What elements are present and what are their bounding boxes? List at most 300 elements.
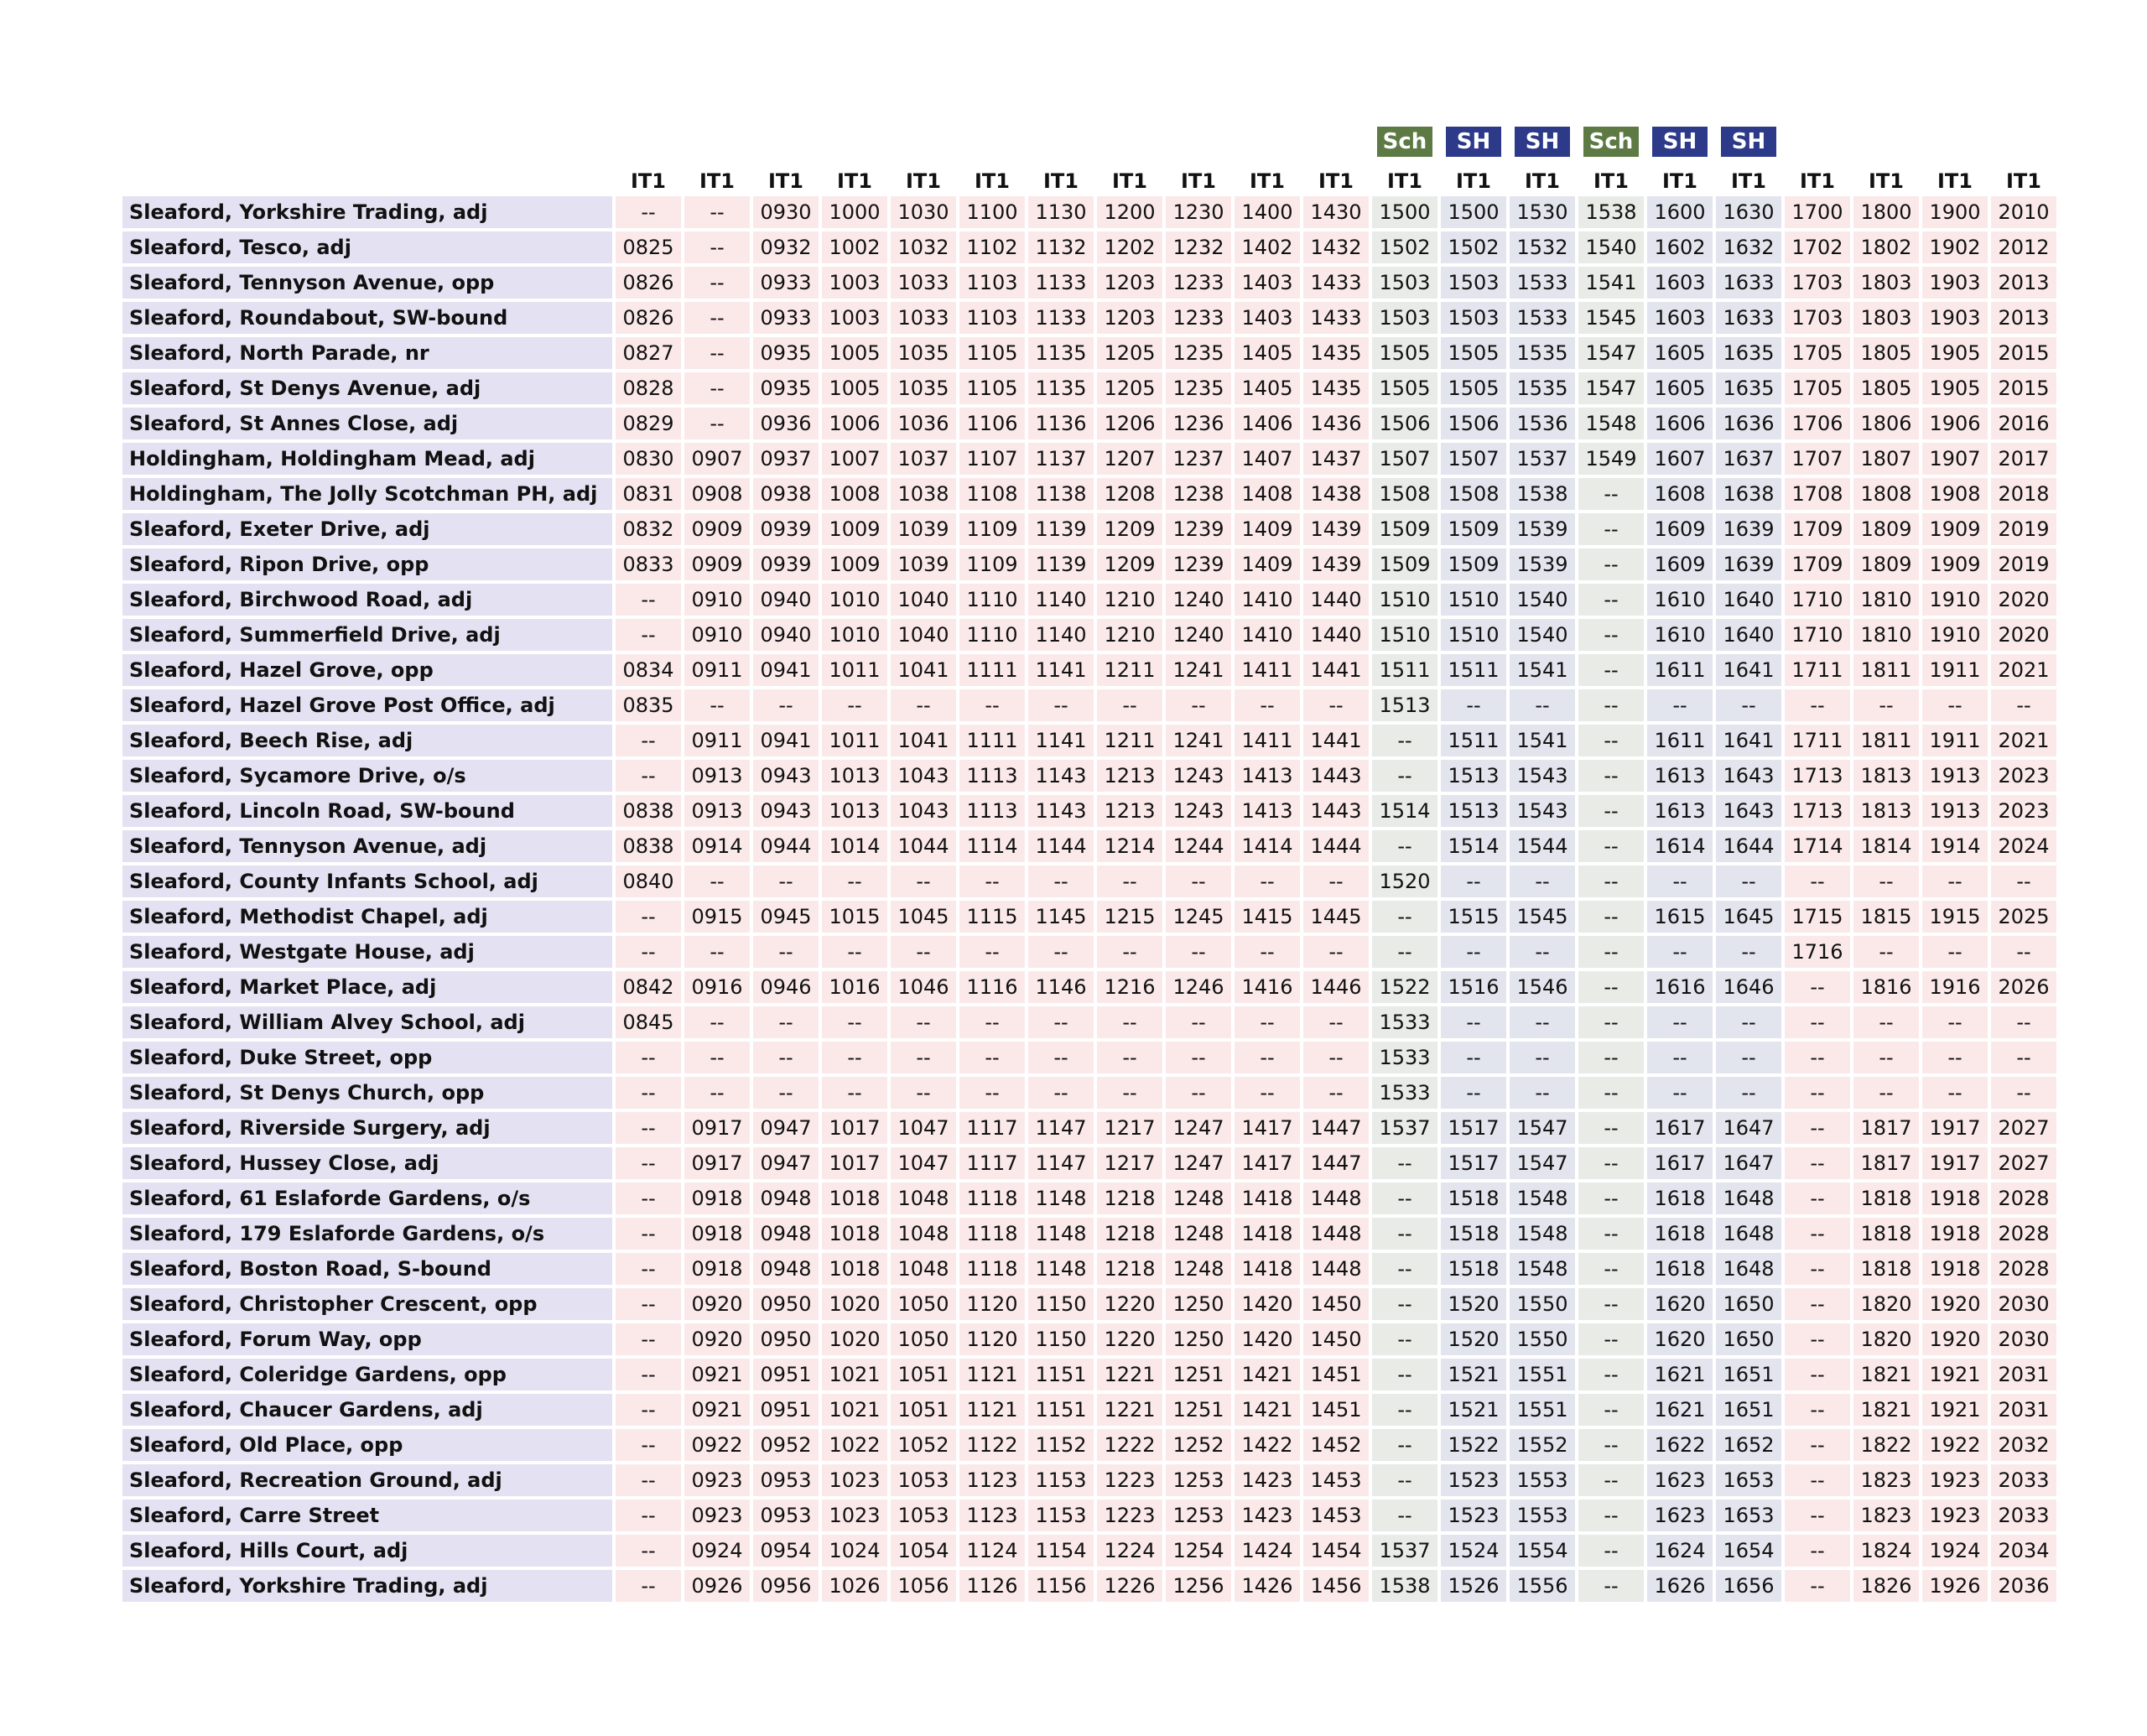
time-cell: 1546 — [1510, 971, 1575, 1003]
time-cell: 1503 — [1441, 302, 1506, 334]
time-cell: 1922 — [1922, 1429, 1988, 1461]
time-cell: 1218 — [1097, 1253, 1162, 1285]
time-cell: 1040 — [891, 619, 956, 651]
time-cell: 0953 — [753, 1500, 819, 1531]
table-row — [122, 1077, 2056, 1109]
time-cell: -- — [1578, 971, 1644, 1003]
time-cell: 1909 — [1922, 513, 1988, 545]
time-cell: 1105 — [959, 337, 1025, 369]
time-cell: 1547 — [1510, 1147, 1575, 1179]
table-row — [122, 372, 2056, 404]
time-cell: -- — [616, 725, 681, 756]
time-cell: 0827 — [616, 337, 681, 369]
time-cell: 1411 — [1235, 654, 1300, 686]
time-cell: 1520 — [1441, 1323, 1506, 1355]
time-cell: 1709 — [1785, 513, 1850, 545]
time-cell: 0936 — [753, 408, 819, 439]
stop-name: Sleaford, Recreation Ground, adj — [122, 1464, 612, 1496]
time-cell: 1518 — [1441, 1182, 1506, 1214]
time-cell: 1813 — [1853, 760, 1919, 792]
time-cell: 1448 — [1303, 1182, 1369, 1214]
time-cell: 1121 — [959, 1394, 1025, 1426]
time-cell: -- — [1097, 936, 1162, 968]
time-cell: -- — [1441, 689, 1506, 721]
time-cell: -- — [616, 1429, 681, 1461]
time-cell: 1820 — [1853, 1288, 1919, 1320]
time-cell: 1148 — [1028, 1182, 1094, 1214]
time-cell: 1903 — [1922, 302, 1988, 334]
operator-code: IT1 — [768, 169, 803, 193]
time-cell: 1205 — [1097, 372, 1162, 404]
time-cell: 1647 — [1716, 1112, 1781, 1144]
time-cell: 1023 — [822, 1464, 887, 1496]
time-cell: 1508 — [1372, 478, 1437, 510]
time-cell: 1817 — [1853, 1112, 1919, 1144]
time-cell: 1630 — [1716, 196, 1781, 228]
time-cell: -- — [1716, 1006, 1781, 1038]
sh-badge: SH — [1652, 127, 1708, 157]
time-cell: -- — [959, 936, 1025, 968]
time-cell: -- — [1441, 1077, 1506, 1109]
time-cell: 1810 — [1853, 619, 1919, 651]
time-cell: 1511 — [1372, 654, 1437, 686]
time-cell: 0830 — [616, 443, 681, 475]
time-cell: -- — [1510, 1077, 1575, 1109]
time-cell: 1011 — [822, 654, 887, 686]
time-cell: 1556 — [1510, 1570, 1575, 1602]
time-cell: 1447 — [1303, 1112, 1369, 1144]
time-cell: 1609 — [1647, 513, 1713, 545]
time-cell: 1620 — [1647, 1323, 1713, 1355]
time-cell: -- — [1097, 1006, 1162, 1038]
time-cell: 1137 — [1028, 443, 1094, 475]
time-cell: 1141 — [1028, 654, 1094, 686]
time-cell: -- — [822, 1006, 887, 1038]
time-cell: -- — [1166, 689, 1231, 721]
badge-cell — [1853, 126, 1919, 158]
time-cell: 2028 — [1991, 1182, 2056, 1214]
time-cell: 1909 — [1922, 548, 1988, 580]
time-cell: 1110 — [959, 584, 1025, 616]
time-cell: -- — [1372, 1218, 1437, 1250]
time-cell: 1248 — [1166, 1182, 1231, 1214]
time-cell: -- — [1578, 1182, 1644, 1214]
time-cell: -- — [1785, 1042, 1850, 1073]
table-row — [122, 443, 2056, 475]
table-row — [122, 971, 2056, 1003]
time-cell: 1600 — [1647, 196, 1713, 228]
operator-code: IT1 — [1525, 169, 1560, 193]
time-cell: 0918 — [684, 1253, 750, 1285]
time-cell: 1543 — [1510, 795, 1575, 827]
time-cell: -- — [753, 1042, 819, 1073]
time-cell: 1653 — [1716, 1500, 1781, 1531]
time-cell: -- — [1716, 865, 1781, 897]
time-cell: -- — [616, 1535, 681, 1567]
timetable — [119, 122, 2060, 1605]
time-cell: 0838 — [616, 830, 681, 862]
time-cell: -- — [1578, 1570, 1644, 1602]
badge-cell — [616, 126, 681, 158]
time-cell: 0842 — [616, 971, 681, 1003]
time-cell: 1514 — [1372, 795, 1437, 827]
time-cell: 1541 — [1510, 654, 1575, 686]
time-cell: 1210 — [1097, 584, 1162, 616]
time-cell: 1018 — [822, 1253, 887, 1285]
time-cell: 0831 — [616, 478, 681, 510]
time-cell: 1814 — [1853, 830, 1919, 862]
time-cell: 2026 — [1991, 971, 2056, 1003]
time-cell: 1900 — [1922, 196, 1988, 228]
time-cell: 1638 — [1716, 478, 1781, 510]
time-cell: 1605 — [1647, 337, 1713, 369]
time-cell: -- — [1578, 936, 1644, 968]
time-cell: 1039 — [891, 548, 956, 580]
time-cell: -- — [822, 689, 887, 721]
badge-cell — [1647, 126, 1713, 158]
time-cell: 1003 — [822, 302, 887, 334]
time-cell: 2034 — [1991, 1535, 2056, 1567]
time-cell: 0930 — [753, 196, 819, 228]
time-cell: 1451 — [1303, 1394, 1369, 1426]
time-cell: 1708 — [1785, 478, 1850, 510]
time-cell: 1107 — [959, 443, 1025, 475]
time-cell: -- — [822, 865, 887, 897]
operator-code: IT1 — [1869, 169, 1904, 193]
time-cell: 1509 — [1372, 513, 1437, 545]
badge-cell — [1922, 126, 1988, 158]
time-cell: 1454 — [1303, 1535, 1369, 1567]
time-cell: 1052 — [891, 1429, 956, 1461]
stop-name: Sleaford, Methodist Chapel, adj — [122, 901, 612, 933]
time-cell: 1218 — [1097, 1218, 1162, 1250]
time-cell: 1650 — [1716, 1323, 1781, 1355]
table-row — [122, 1500, 2056, 1531]
time-cell: -- — [1853, 1042, 1919, 1073]
time-cell: 1013 — [822, 760, 887, 792]
time-cell: -- — [1785, 1535, 1850, 1567]
time-cell: 1518 — [1441, 1253, 1506, 1285]
time-cell: 1641 — [1716, 725, 1781, 756]
time-cell: -- — [684, 267, 750, 299]
time-cell: 1248 — [1166, 1218, 1231, 1250]
time-cell: 1538 — [1510, 478, 1575, 510]
time-cell: -- — [1578, 725, 1644, 756]
time-cell: 0910 — [684, 619, 750, 651]
time-cell: -- — [1785, 1253, 1850, 1285]
time-cell: -- — [1991, 1042, 2056, 1073]
operator-code: IT1 — [1387, 169, 1422, 193]
time-cell: 1136 — [1028, 408, 1094, 439]
time-cell: -- — [1853, 1006, 1919, 1038]
time-cell: -- — [1578, 619, 1644, 651]
time-cell: 2036 — [1991, 1570, 2056, 1602]
time-cell: -- — [959, 1042, 1025, 1073]
time-cell: 1252 — [1166, 1429, 1231, 1461]
time-cell: 1902 — [1922, 231, 1988, 263]
time-cell: 1410 — [1235, 584, 1300, 616]
time-cell: 1041 — [891, 654, 956, 686]
time-cell: 2018 — [1991, 478, 2056, 510]
time-cell: -- — [616, 196, 681, 228]
time-cell: 1907 — [1922, 443, 1988, 475]
time-cell: -- — [1922, 936, 1988, 968]
time-cell: 1043 — [891, 760, 956, 792]
time-cell: -- — [1922, 865, 1988, 897]
time-cell: -- — [616, 1570, 681, 1602]
time-cell: 1710 — [1785, 619, 1850, 651]
time-cell: 1446 — [1303, 971, 1369, 1003]
time-cell: 1033 — [891, 267, 956, 299]
time-cell: 1203 — [1097, 267, 1162, 299]
time-cell: 1624 — [1647, 1535, 1713, 1567]
time-cell: 1054 — [891, 1535, 956, 1567]
time-cell: 1011 — [822, 725, 887, 756]
table-row — [122, 795, 2056, 827]
time-cell: 1014 — [822, 830, 887, 862]
time-cell: -- — [1647, 1077, 1713, 1109]
time-cell: 1415 — [1235, 901, 1300, 933]
time-cell: -- — [616, 1112, 681, 1144]
time-cell: 1705 — [1785, 372, 1850, 404]
time-cell: 1153 — [1028, 1500, 1094, 1531]
time-cell: 1500 — [1372, 196, 1437, 228]
time-cell: 1920 — [1922, 1288, 1988, 1320]
time-cell: 2013 — [1991, 267, 2056, 299]
time-cell: 1823 — [1853, 1464, 1919, 1496]
time-cell: 1239 — [1166, 548, 1231, 580]
time-cell: 0940 — [753, 584, 819, 616]
time-cell: -- — [684, 936, 750, 968]
time-cell: -- — [1372, 725, 1437, 756]
time-cell: -- — [1510, 689, 1575, 721]
time-cell: 1250 — [1166, 1323, 1231, 1355]
operator-code: IT1 — [1181, 169, 1216, 193]
time-cell: 1418 — [1235, 1253, 1300, 1285]
stop-name: Sleaford, Chaucer Gardens, adj — [122, 1394, 612, 1426]
time-cell: 1047 — [891, 1112, 956, 1144]
time-cell: -- — [1578, 689, 1644, 721]
operator-code: IT1 — [1456, 169, 1491, 193]
time-cell: 1613 — [1647, 795, 1713, 827]
time-cell: 1603 — [1647, 302, 1713, 334]
time-cell: 1048 — [891, 1253, 956, 1285]
operator-code: IT1 — [1593, 169, 1629, 193]
time-cell: -- — [616, 1394, 681, 1426]
time-cell: -- — [616, 1218, 681, 1250]
time-cell: 1422 — [1235, 1429, 1300, 1461]
time-cell: 1254 — [1166, 1535, 1231, 1567]
time-cell: 1533 — [1372, 1042, 1437, 1073]
time-cell: 1010 — [822, 584, 887, 616]
time-cell: 1138 — [1028, 478, 1094, 510]
time-cell: -- — [616, 1077, 681, 1109]
time-cell: 1523 — [1441, 1464, 1506, 1496]
time-cell: 1536 — [1510, 408, 1575, 439]
time-cell: 1923 — [1922, 1500, 1988, 1531]
time-cell: 0829 — [616, 408, 681, 439]
time-cell: -- — [1303, 1042, 1369, 1073]
time-cell: 1549 — [1578, 443, 1644, 475]
time-cell: 1554 — [1510, 1535, 1575, 1567]
time-cell: 2023 — [1991, 795, 2056, 827]
stop-name: Sleaford, Tennyson Avenue, adj — [122, 830, 612, 862]
badge-cell — [684, 126, 750, 158]
time-cell: -- — [1578, 478, 1644, 510]
time-cell: 1035 — [891, 337, 956, 369]
time-cell: 1505 — [1372, 372, 1437, 404]
time-cell: 1703 — [1785, 302, 1850, 334]
badge-cell — [1716, 126, 1781, 158]
time-cell: 1509 — [1372, 548, 1437, 580]
time-cell: 1139 — [1028, 513, 1094, 545]
time-cell: 1921 — [1922, 1394, 1988, 1426]
time-cell: 1220 — [1097, 1323, 1162, 1355]
time-cell: -- — [1028, 936, 1094, 968]
time-cell: 1200 — [1097, 196, 1162, 228]
time-cell: 1710 — [1785, 584, 1850, 616]
time-cell: -- — [1372, 936, 1437, 968]
table-row — [122, 1464, 2056, 1496]
time-cell: 1124 — [959, 1535, 1025, 1567]
time-cell: -- — [1785, 1147, 1850, 1179]
time-cell: 1547 — [1510, 1112, 1575, 1144]
table-row — [122, 619, 2056, 651]
time-cell: 1803 — [1853, 302, 1919, 334]
time-cell: -- — [753, 865, 819, 897]
time-cell: 1821 — [1853, 1359, 1919, 1390]
time-cell: 1651 — [1716, 1394, 1781, 1426]
time-cell: 1217 — [1097, 1147, 1162, 1179]
time-cell: 1123 — [959, 1500, 1025, 1531]
time-cell: 1807 — [1853, 443, 1919, 475]
time-cell: 1553 — [1510, 1500, 1575, 1531]
badge-row — [122, 126, 2056, 158]
time-cell: -- — [684, 196, 750, 228]
time-cell: 1641 — [1716, 654, 1781, 686]
time-cell: 0948 — [753, 1253, 819, 1285]
time-cell: 2033 — [1991, 1464, 2056, 1496]
time-cell: -- — [1235, 865, 1300, 897]
time-cell: 1906 — [1922, 408, 1988, 439]
time-cell: 0922 — [684, 1429, 750, 1461]
time-cell: 1633 — [1716, 267, 1781, 299]
time-cell: 0950 — [753, 1323, 819, 1355]
time-cell: 1524 — [1441, 1535, 1506, 1567]
table-row — [122, 1288, 2056, 1320]
time-cell: 2031 — [1991, 1394, 2056, 1426]
time-cell: -- — [1991, 865, 2056, 897]
stop-name: Sleaford, 179 Eslaforde Gardens, o/s — [122, 1218, 612, 1250]
time-cell: -- — [1647, 865, 1713, 897]
time-cell: 1232 — [1166, 231, 1231, 263]
time-cell: 1502 — [1372, 231, 1437, 263]
time-cell: 1223 — [1097, 1464, 1162, 1496]
time-cell: 1216 — [1097, 971, 1162, 1003]
time-cell: 1044 — [891, 830, 956, 862]
time-cell: 1545 — [1510, 901, 1575, 933]
time-cell: -- — [1922, 689, 1988, 721]
time-cell: 2020 — [1991, 584, 2056, 616]
time-cell: -- — [1578, 1218, 1644, 1250]
time-cell: 1623 — [1647, 1464, 1713, 1496]
time-cell: 2017 — [1991, 443, 2056, 475]
time-cell: 1430 — [1303, 196, 1369, 228]
time-cell: 1147 — [1028, 1112, 1094, 1144]
badge-cell — [1303, 126, 1369, 158]
time-cell: 1521 — [1441, 1394, 1506, 1426]
time-cell: 0935 — [753, 337, 819, 369]
time-cell: 1150 — [1028, 1323, 1094, 1355]
time-cell: 1620 — [1647, 1288, 1713, 1320]
time-cell: 1024 — [822, 1535, 887, 1567]
time-cell: 2031 — [1991, 1359, 2056, 1390]
time-cell: 1033 — [891, 302, 956, 334]
time-cell: 2032 — [1991, 1429, 2056, 1461]
sh-badge: SH — [1721, 127, 1776, 157]
time-cell: -- — [684, 1042, 750, 1073]
time-cell: 1103 — [959, 267, 1025, 299]
time-cell: 1103 — [959, 302, 1025, 334]
time-cell: 2025 — [1991, 901, 2056, 933]
time-cell: 1002 — [822, 231, 887, 263]
time-cell: 1437 — [1303, 443, 1369, 475]
time-cell: 1517 — [1441, 1112, 1506, 1144]
time-cell: -- — [1853, 936, 1919, 968]
time-cell: 1505 — [1441, 372, 1506, 404]
time-cell: -- — [1785, 1570, 1850, 1602]
time-cell: 1651 — [1716, 1359, 1781, 1390]
sh-badge: SH — [1515, 127, 1570, 157]
time-cell: -- — [959, 1077, 1025, 1109]
time-cell: 1921 — [1922, 1359, 1988, 1390]
time-cell: 1808 — [1853, 478, 1919, 510]
time-cell: 1020 — [822, 1288, 887, 1320]
time-cell: -- — [1922, 1077, 1988, 1109]
time-cell: 1533 — [1510, 302, 1575, 334]
time-cell: 1617 — [1647, 1112, 1713, 1144]
stop-name: Sleaford, Duke Street, opp — [122, 1042, 612, 1073]
time-cell: 1706 — [1785, 408, 1850, 439]
operator-code: IT1 — [1937, 169, 1973, 193]
time-cell: 0838 — [616, 795, 681, 827]
time-cell: 1421 — [1235, 1359, 1300, 1390]
time-cell: 1207 — [1097, 443, 1162, 475]
time-cell: 0918 — [684, 1182, 750, 1214]
time-cell: 1226 — [1097, 1570, 1162, 1602]
time-cell: 2019 — [1991, 513, 2056, 545]
time-cell: 1541 — [1510, 725, 1575, 756]
time-cell: 1154 — [1028, 1535, 1094, 1567]
time-cell: 1643 — [1716, 760, 1781, 792]
time-cell: -- — [1441, 1042, 1506, 1073]
time-cell: -- — [1785, 1394, 1850, 1426]
stop-name: Sleaford, Forum Way, opp — [122, 1323, 612, 1355]
time-cell: 1253 — [1166, 1464, 1231, 1496]
time-cell: 1005 — [822, 337, 887, 369]
time-cell: 2015 — [1991, 337, 2056, 369]
time-cell: 1614 — [1647, 830, 1713, 862]
stop-name: Sleaford, Birchwood Road, adj — [122, 584, 612, 616]
time-cell: 1406 — [1235, 408, 1300, 439]
stop-name: Sleaford, Lincoln Road, SW-bound — [122, 795, 612, 827]
operator-code: IT1 — [1800, 169, 1835, 193]
time-cell: 1205 — [1097, 337, 1162, 369]
table-row — [122, 1535, 2056, 1567]
time-cell: 1120 — [959, 1288, 1025, 1320]
time-cell: -- — [1716, 936, 1781, 968]
table-row — [122, 936, 2056, 968]
